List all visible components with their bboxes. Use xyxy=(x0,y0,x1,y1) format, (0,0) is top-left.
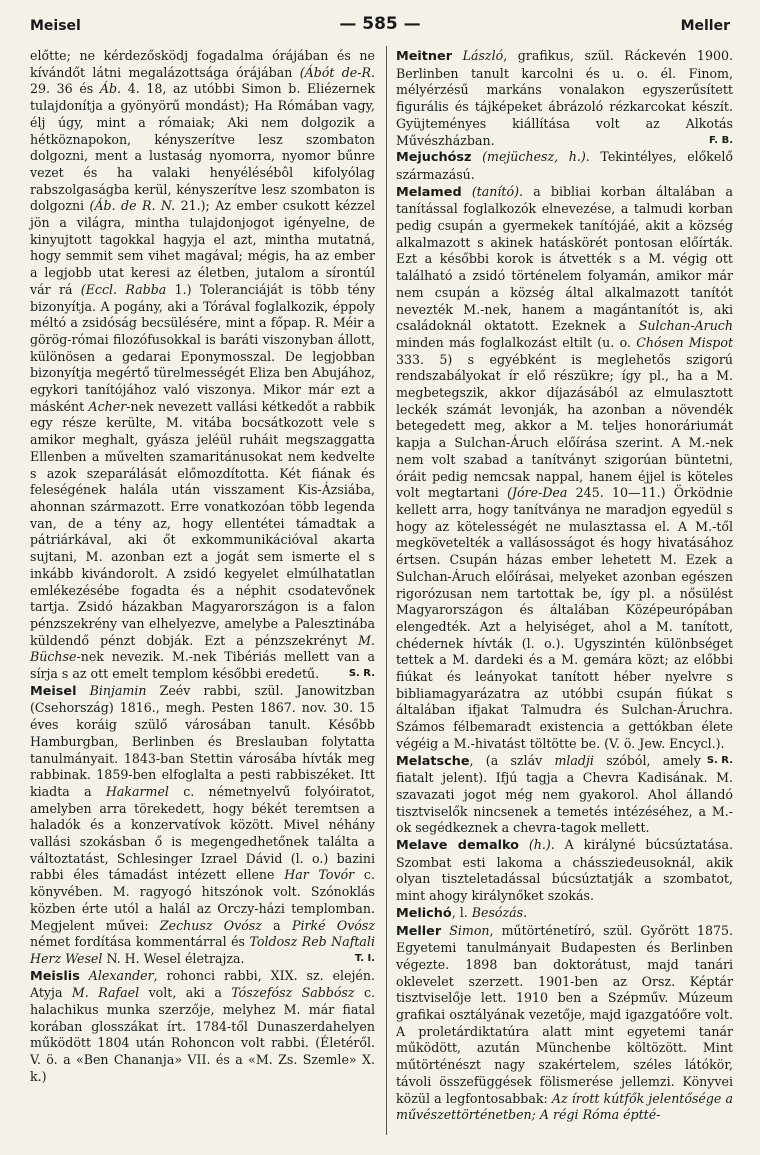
entry-headword: Mejuchósz xyxy=(396,150,472,166)
entry-melamed: Melamed (tanító). a bibliai korban általában a tanítással foglalkozók elnevezése, a talmudi korban pedig csupán a gyermekek tanítójáé, akit a község alkalmazott s akinek hatáskörét pontosan előírták. Ezt a későbbi korok is átvették s a M. végig ott található a zsidó történelem folyamán, amikor már nem csupán a község által alkalmazott tanítót nevezték M.-nek, hanem a magántanítót is, aki családoknál oktatott. Ezeknek a Sulchan-Aruch minden más foglalkozást eltilt (u. o. Chósen Mispot 333. 5) s egyébként is meglehetős szigorú rendszabályokat ír elő részükre; így pl., ha a M. megbetegszik, akkor díjazásából az elmulasztott leckék számát levonják, ha azonban a növendék betegedett meg, akkor a M. teljes honoráriumát kapja a Sulchan-Áruch előírása szerint. A M.-nek nem volt szabad a tanítványt szigorúan büntetni, óráit pedig nemcsak nappal, hanem éjjel is köteles volt megtartani (Jóre-Dea 245. 10—11.) Örködnie kellett arra, hogy tanítványa ne maradjon egyedül s hogy az kötelességét ne mulasztassa el. A M.-től megkövetelték a vallásosságot és hogy hivatásához értsen. Csupán házas ember lehetett M. Ezek a Sulchan-Áruch előírásai, melyeket azonban egészen rigorózusan nem tartottak be, így pl. a nősülést Magyarországon és általában Középeurópában elengedték. Azt a helyiséget, ahol a M. tanított, chédernek hívták (l. o.). Ugyszintén különbséget tettek a M. dardeki és a M. gemára közt; az előbbi fiúkat és leányokat tanított héber nyelvre s bibliamagyarázatra az utóbbi csupán fiúkat s általában ifjakat Talmudra és Sulchan-Áruchra. Számos félbemaradt existencia a gettókban élete végéig a M.-hivatást töltötte be. (V. ö. Jew. Encycl.). S. R. xyxy=(396,184,733,753)
author-signature: S. R. xyxy=(348,668,375,680)
column-divider xyxy=(386,46,387,1135)
entry-headword: Melatsche xyxy=(396,753,470,769)
entry-meislis-alexander: Meislis Alexander, rohonci rabbi, XIX. sz. elején. Atyja M. Rafael volt, aki a Tószefósz Sabbósz c. halachikus munka szerzője, melyhez M. már fiatal korában glosszákat írt. 1784-től Dunaszerdahelyen működött 1804 után Rohoncon volt rabbi. (Életéről. V. ö. a «Ben Chananja» VII. és a «M. Zs. Szemle» X. k.) xyxy=(30,967,375,1084)
header-last-entry: Meller xyxy=(680,18,730,34)
entry-meitner-laszlo: Meitner László, grafikus, szül. Ráckevén 1900. Berlinben tanult karcolni és u. o. él. Finom, mélyérzésű markáns vonalakon egyszerűsített figurális és tájképeket ábrázoló rézkarcokat készít. Gyüjteményes kiállítása volt az Alkotás Művészházban. F. B. xyxy=(396,48,733,148)
entry-melave-demalko: Melave demalko (h.). A királyné búcsúztatása. Szombat esti lakoma a chássziedeusoknál, akik olyan tiszteletadással búcsúztatják a szombatot, mint ahogy királynőket szokás. xyxy=(396,837,733,904)
entry-headword: Meitner xyxy=(396,49,453,64)
entry-headword: Meisel xyxy=(30,683,77,699)
entry-meller-simon: Meller Simon, műtörténetíró, szül. Győrött 1875. Egyetemi tanulmányait Budapesten és Berlinben végezte. 1898 ban doktorátust, majd tanári oklevelet szerzett. 1901-ben az Orsz. Képtár tisztviselője lett. 1910 ben a Szépműv. Múzeum grafikai osztályának vezetője, majd igazgatóőre volt. A proletárdiktatúra alatt mint egyetemi tanár működött, azután Münchenbe költözött. Mint műtörténészt nagy szakértelem, széles látókör, távoli összefüggések fölismerése jellemzi. Könyvei közül a legfontosabbak: Az írott kútfők jelentősége a művészettörténetben; A régi Róma éptté- xyxy=(396,922,733,1123)
entry-melicho: Melichó, l. Besózás. xyxy=(396,904,528,921)
entry-headword: Meller xyxy=(396,923,442,939)
page-number: — 585 — xyxy=(339,14,421,34)
author-signature: S. R. xyxy=(706,754,733,766)
entry-headword: Melamed xyxy=(396,184,462,200)
page-header xyxy=(30,14,730,38)
left-column xyxy=(30,48,375,1141)
entry-mejuchosz: Mejuchósz (mejüchesz, h.). Tekintélyes, előkelő származású. xyxy=(396,149,733,182)
author-signature: T. I. xyxy=(354,952,375,964)
header-first-entry: Meisel xyxy=(30,18,81,34)
entry-meisel-binjamin: Meisel Binjamin Zeév rabbi, szül. Janowitzban (Csehország) 1816., megh. Pesten 1867. nov. 30. 15 éves koráig szülő városában tanult. Később Hamburgban, Berlinben és Breslauban folytatta tanulmányait. 1843-ban Stettin városába hívták meg rabbinak. 1859-ben elfoglalta a pesti rabbiszéket. Itt kiadta a Hakarmel c. németnyelvű folyóiratot, amelyben arra törekedett, hogy békét teremtsen a haladók és a konzervatívok között. Mivel néhány vallási szokásban ő is megengedhetőnek találta a változtatást, Schlesinger Izrael Dávid (l. o.) bazini rabbi éles támadást intézett ellene Har Tovór c. könyvében. M. ragyogó hitszónok volt. Szónoklás közben érte utól a halál az Orczy-házi templomban. Megjelent művei: Zechusz Ovósz a Pirké Ovósz német fordítása kommentárral és Toldosz Reb Naftali Herz Wesel N. H. Wesel életrajza. T. I. xyxy=(30,682,376,966)
right-column xyxy=(396,48,733,1141)
entry-headword: Melichó xyxy=(396,905,452,921)
entry-meir-continuation: előtte; ne kérdezősködj fogadalma órájában és ne kívándőt látni megalázottsága órájában (Ábót de-R. 29. 36 és Áb. 4. 18, az utóbbi Simon b. Eliézernek tulajdonítja a gyönyörű mondást); Ha Rómában vagy, élj úgy, mint a rómaiak; Aki nem dolgozik a hétköznapokon, kényszerítve lesz szombaton dolgozni, ment a lustaság nyomorra, nyomor bűnre vezet és ha valaki henyélésébôl kifolyólag rabszolgaságba kerül, kényszerítve lesz szombaton is dolgozni (Áb. de R. N. 21.); Az ember csukott kézzel jön a világra, mintha tulajdonjogot igényelne, de kinyujtott tagokkal hagyja el azt, mintha mutatná, hogy semmit sem vihet magával; mégis, ha az ember a legjobb utat keresi az életben, jutalom a sírontúl vár rá (Eccl. Rabba 1.) Toleranciáját is több tény bizonyítja. A pogány, aki a Tórával foglalkozik, éppoly méltó a zsidóság becsülésére, mint a főpap. R. Méir a görög-római filozófusokkal is baráti viszonyban állott, különösen a gedarai Eponymosszal. De legjobban bizonyítja megértő türelmességét Eliza ben Abujához, egykori tanítójához való viszonya. Mikor már ezt a másként Acher-nek nevezett vallási kétkedőt a rabbik egy része kerülte, M. vitába bocsátkozott vele s amikor meghalt, gyásza jeléül ruháit megszaggatta Ellenben a művelten szamaritánusokat nem kedvelte s azok szeparálását előmozdította. Két fiának és feleségének halála után visszament Kis-Ázsiába, ahonnan származott. Erre vonatkozóan több legenda van, de a tény az, hogy ellentétei támadtak a pátriárkával, aki őt exkommunikációval akarta sujtani, M. azonban ezt a jogát sem ismerte el s inkább kivándorolt. A zsidó kegyelet elmúlhatatlan emlékezésébe fogadta és a néphit csodatevőnek tartja. Zsidó házakban Magyarországon is a falon pénzszekrény van elhelyezve, amelybe a Palesztinába küldendő pénzt dobják. Ezt a pénzszekrényt M. Büchse-nek nevezik. M.-nek Tibériás mellett van a sírja s az ott emelt templom későbbi eredetű. S. R. xyxy=(30,48,375,682)
entry-headword: Meislis xyxy=(30,968,80,984)
author-signature: F. B. xyxy=(708,134,733,146)
entry-melatsche: Melatsche, (a szláv mladji szóból, amely fiatalt jelent). Ifjú tagja a Chevra Kadisának. M. szavazati jogot még nem gyakorol. Ahol állandó tisztviselők nincsenek a temetés intézéséhez, a M.-ok segédkeznek a chevra-tagok mellett. xyxy=(396,752,733,836)
entry-headword: Melave demalko xyxy=(396,838,519,854)
